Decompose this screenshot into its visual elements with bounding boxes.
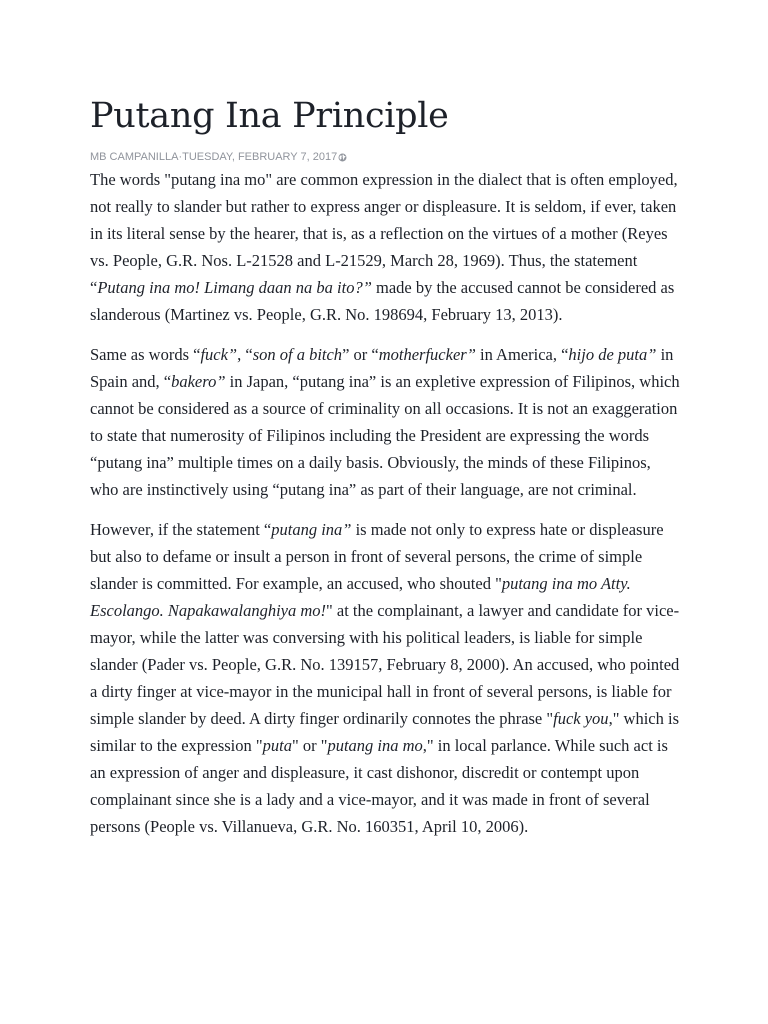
italic-text: motherfucker” xyxy=(378,345,476,364)
italic-text: Putang ina mo! Limang daan na ba ito?” xyxy=(97,278,372,297)
italic-text: puta xyxy=(262,736,292,755)
publish-date[interactable]: TUESDAY, FEBRUARY 7, 2017 xyxy=(182,151,338,163)
text-run: in Japan, “putang ina” is an expletive expression of Filipinos, which cannot be considered as a source of criminality on all occasions. It is not an exaggeration to state that numerosity of Filipinos including the President are expressing the words “putang ina” multiple times on a daily basis. Obviously, the minds of these Filipinos, who are instinctively using “putang ina” as part of their language, are not criminal. xyxy=(90,372,680,499)
text-run: , “ xyxy=(237,345,253,364)
italic-text: putang ina mo xyxy=(327,736,423,755)
note-article xyxy=(90,92,680,853)
italic-text: bakero” xyxy=(171,372,226,391)
italic-text: fuck” xyxy=(200,345,238,364)
text-run: is made not only to express hate or displeasure but also to defame or insult a person in front of several persons, the crime of simple slander is committed. For example, an accused, who shouted " xyxy=(90,520,664,593)
note-body xyxy=(90,166,680,840)
italic-text: hijo de puta” xyxy=(568,345,657,364)
text-run: in America, “ xyxy=(475,345,569,364)
globe-icon[interactable] xyxy=(338,153,347,162)
note-title: Putang Ina Principle xyxy=(90,96,449,136)
meta-separator: · xyxy=(178,151,183,163)
italic-text: putang ina” xyxy=(271,520,352,539)
italic-text: son of a bitch xyxy=(252,345,343,364)
body-paragraph xyxy=(90,166,680,328)
text-run: Same as words “ xyxy=(90,345,201,364)
text-run: ," which is similar to the expression " xyxy=(90,709,680,755)
italic-text: putang ina mo Atty. Escolango. Napakawalanghiya mo! xyxy=(90,574,631,620)
text-run: " at the complainant, a lawyer and candidate for vice-mayor, while the latter was conversing with his political leaders, is liable for simple slander (Pader vs. People, G.R. No. 139157, February 8, 2000). An accused, who pointed a dirty finger at vice-mayor in the municipal hall in front of several persons, is liable for simple slander by deed. A dirty finger ordinarily connotes the phrase " xyxy=(90,601,680,728)
note-meta xyxy=(90,150,680,164)
text-run: However, if the statement “ xyxy=(90,520,272,539)
text-run: in Spain and, “ xyxy=(90,345,674,391)
body-paragraph xyxy=(90,341,680,503)
author-name[interactable]: MB CAMPANILLA xyxy=(90,151,179,163)
italic-text: fuck you xyxy=(553,709,609,728)
text-run: The words "putang ina mo" are common expression in the dialect that is often employed, not really to slander but rather to express anger or displeasure. It is seldom, if ever, taken in its literal sense by the hearer, that is, as a reflection on the virtues of a mother (Reyes vs. People, G.R. Nos. L-21528 and L-21529, March 28, 1969). Thus, the statement “ xyxy=(90,170,678,297)
text-run: ," in local parlance. While such act is an expression of anger and displeasure, it cast dishonor, discredit or contempt upon complainant since she is a lady and a vice-mayor, and it was made in front of several persons (People vs. Villanueva, G.R. No. 160351, April 10, 2006). xyxy=(90,736,668,836)
body-paragraph xyxy=(90,516,680,840)
text-run: " or " xyxy=(291,736,328,755)
text-run: ” or “ xyxy=(342,345,379,364)
text-run: made by the accused cannot be considered as slanderous (Martinez vs. People, G.R. No. 198694, February 13, 2013). xyxy=(90,278,675,324)
